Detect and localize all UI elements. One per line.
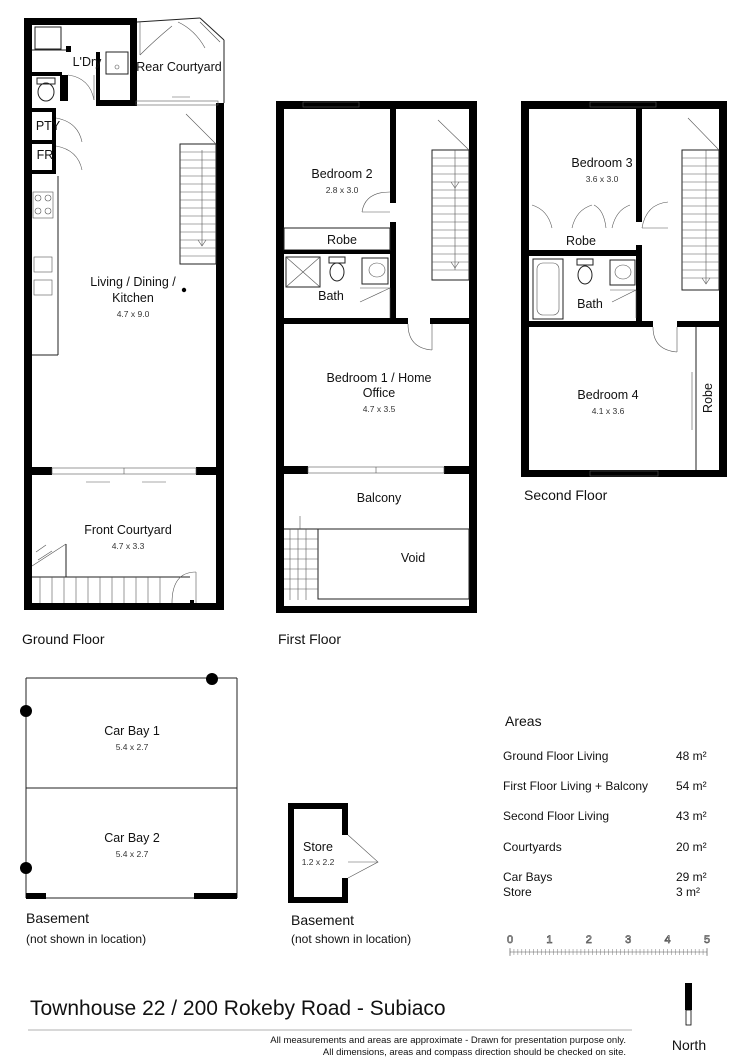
area-row-value: 43 m² bbox=[676, 809, 707, 823]
room-label-bedroom-3: Bedroom 3 bbox=[571, 156, 633, 170]
basement-store bbox=[288, 803, 378, 903]
scale-tick-label: 1 bbox=[546, 934, 553, 946]
room-dim-bedroom-4: 4.1 x 3.6 bbox=[591, 406, 625, 416]
room-dim-car-bay-1: 5.4 x 2.7 bbox=[115, 742, 149, 752]
room-dim-car-bay-2: 5.4 x 2.7 bbox=[115, 849, 149, 859]
room-label-bath-1: Bath bbox=[318, 289, 344, 303]
room-label-front-courtyard: Front Courtyard bbox=[84, 523, 172, 537]
room-label-bedroom-1-line2: Office bbox=[362, 386, 396, 400]
scale-tick-label: 4 bbox=[664, 934, 671, 946]
basement-car-bays bbox=[20, 673, 237, 899]
first-floor-plan bbox=[276, 101, 477, 613]
scale-tick-label: 5 bbox=[703, 934, 711, 946]
room-label-bath-2: Bath bbox=[577, 297, 603, 311]
area-row-value: 54 m² bbox=[676, 779, 707, 793]
basement-label-2: Basement bbox=[291, 912, 355, 928]
room-dim-front-courtyard: 4.7 x 3.3 bbox=[111, 541, 145, 551]
scale-tick-label: 2 bbox=[585, 934, 592, 946]
room-label-robe-3: Robe bbox=[701, 383, 715, 413]
area-row-label: Store bbox=[503, 885, 532, 899]
scale-tick-label: 0 bbox=[506, 934, 514, 946]
room-label-living-line2: Kitchen bbox=[112, 291, 154, 305]
room-label-living-line1: Living / Dining / bbox=[90, 275, 176, 289]
disclaimer-line-1: All measurements and areas are approximate - Drawn for presentation purpose only. bbox=[270, 1035, 626, 1046]
area-row-label: Ground Floor Living bbox=[503, 749, 609, 763]
areas-title: Areas bbox=[505, 713, 542, 729]
disclaimer-line-2: All dimensions, areas and compass direction should be checked on site. bbox=[322, 1047, 626, 1058]
room-label-rear-courtyard: Rear Courtyard bbox=[136, 60, 222, 74]
basement-label-1: Basement bbox=[26, 910, 90, 926]
north-label: North bbox=[671, 1037, 707, 1053]
room-label-robe-2: Robe bbox=[566, 234, 596, 248]
room-dim-store: 1.2 x 2.2 bbox=[301, 857, 335, 867]
area-row-label: Car Bays bbox=[503, 870, 553, 884]
room-label-pantry: PTY bbox=[35, 119, 61, 133]
room-dim-bedroom-3: 3.6 x 3.0 bbox=[585, 174, 619, 184]
areas-table bbox=[503, 749, 707, 899]
area-row-label: Second Floor Living bbox=[503, 809, 610, 823]
room-label-bedroom-4: Bedroom 4 bbox=[577, 388, 639, 402]
plan-title: Townhouse 22 / 200 Rokeby Road - Subiaco bbox=[30, 997, 446, 1020]
floor-label-ground: Ground Floor bbox=[22, 631, 105, 647]
room-label-robe-1: Robe bbox=[327, 233, 357, 247]
scale-bar bbox=[507, 934, 710, 956]
area-row-label: First Floor Living + Balcony bbox=[503, 779, 649, 793]
room-label-void: Void bbox=[400, 551, 426, 565]
room-label-store: Store bbox=[303, 840, 333, 854]
basement-note-2: (not shown in location) bbox=[291, 932, 412, 946]
scale-tick-label: 3 bbox=[625, 934, 632, 946]
area-row-label: Courtyards bbox=[503, 840, 562, 854]
room-label-bedroom-1-line1: Bedroom 1 / Home bbox=[326, 371, 432, 385]
room-label-fridge: FR bbox=[36, 148, 54, 162]
floor-label-first: First Floor bbox=[278, 631, 341, 647]
north-arrow-icon bbox=[685, 983, 692, 1025]
area-row-value: 48 m² bbox=[676, 749, 707, 763]
room-label-car-bay-1: Car Bay 1 bbox=[104, 724, 160, 738]
room-dim-bedroom-2: 2.8 x 3.0 bbox=[325, 185, 359, 195]
area-row-value: 3 m² bbox=[676, 885, 700, 899]
area-row-value: 20 m² bbox=[676, 840, 707, 854]
ground-stairs bbox=[180, 114, 216, 264]
room-dim-living: 4.7 x 9.0 bbox=[116, 309, 150, 319]
room-label-balcony: Balcony bbox=[356, 491, 402, 505]
room-label-car-bay-2: Car Bay 2 bbox=[104, 831, 160, 845]
area-row-value: 29 m² bbox=[676, 870, 707, 884]
room-label-bedroom-2: Bedroom 2 bbox=[311, 167, 373, 181]
room-dim-bedroom-1: 4.7 x 3.5 bbox=[362, 404, 396, 414]
basement-note-1: (not shown in location) bbox=[26, 932, 147, 946]
room-label-laundry: L'Dry bbox=[72, 55, 102, 69]
front-courtyard-stairs bbox=[32, 544, 190, 603]
floor-label-second: Second Floor bbox=[524, 487, 608, 503]
